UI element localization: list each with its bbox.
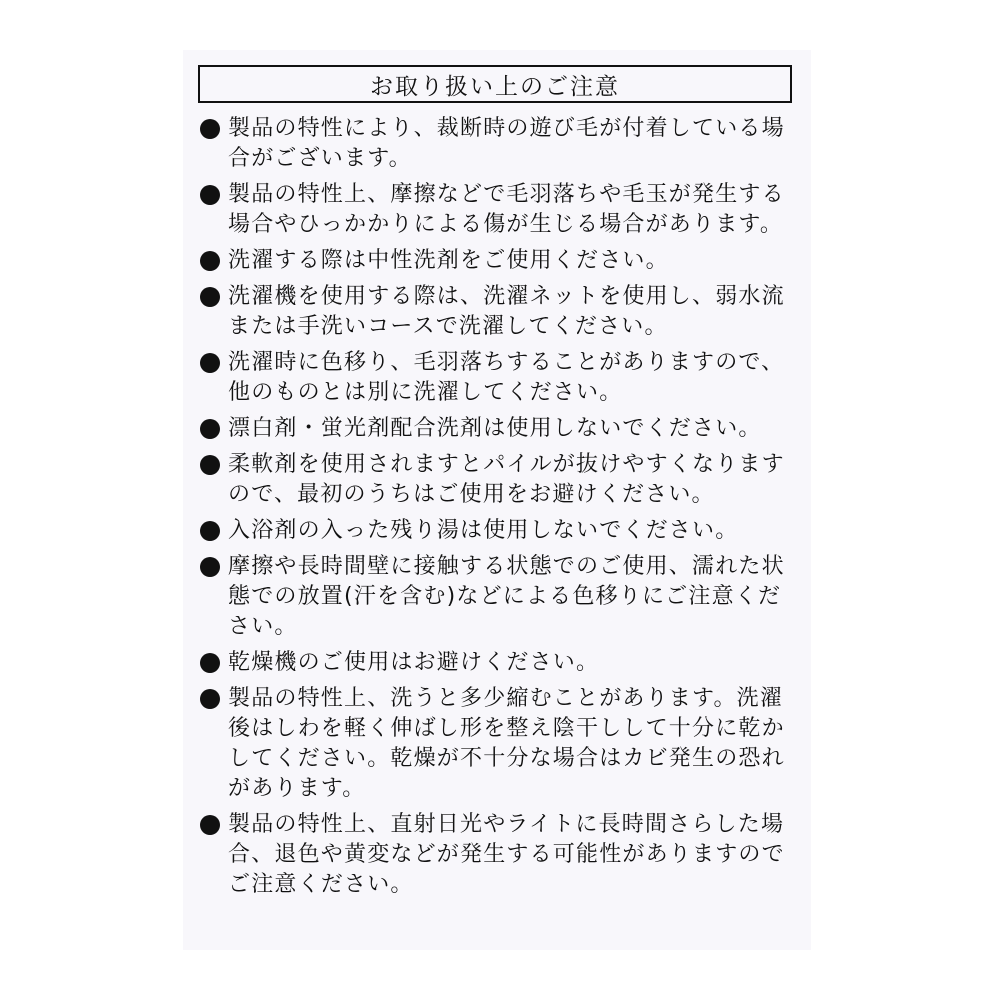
care-note-text: 摩擦や長時間壁に接触する状態でのご使用、濡れた状態での放置(汗を含む)などによる色移りにご注意ください。 [228, 554, 785, 639]
bullet-icon [200, 119, 220, 139]
care-note-text: 製品の特性上、洗うと多少縮むことがあります。洗濯後はしわを軽く伸ばし形を整え陰干しして十分に乾かしてください。乾燥が不十分な場合はカビ発生の恐れがあります。 [228, 686, 785, 801]
bullet-icon [200, 185, 220, 205]
care-note-text: 製品の特性上、直射日光やライトに長時間さらした場合、退色や黄変などが発生する可能性がありますのでご注意ください。 [228, 812, 785, 897]
bullet-icon [200, 557, 220, 577]
care-note [200, 684, 804, 804]
care-note-text: 洗濯機を使用する際は、洗濯ネットを使用し、弱水流または手洗いコースで洗濯してください。 [228, 284, 785, 339]
care-notes-list [200, 114, 804, 906]
bullet-icon [200, 353, 220, 373]
care-note [200, 810, 804, 900]
care-note [200, 114, 804, 174]
care-note [200, 414, 804, 444]
care-note-text: 柔軟剤を使用されますとパイルが抜けやすくなりますので、最初のうちはご使用をお避けください。 [228, 452, 785, 507]
care-note-text: 製品の特性により、裁断時の遊び毛が付着している場合がございます。 [228, 116, 785, 171]
bullet-icon [200, 521, 220, 541]
bullet-icon [200, 251, 220, 271]
care-note [200, 282, 804, 342]
care-note-text: 漂白剤・蛍光剤配合洗剤は使用しないでください。 [228, 416, 762, 441]
care-note [200, 348, 804, 408]
care-note-text: 洗濯時に色移り、毛羽落ちすることがありますので、他のものとは別に洗濯してください。 [228, 350, 785, 405]
care-note [200, 648, 804, 678]
care-note [200, 180, 804, 240]
care-title: お取り扱い上のご注意 [198, 65, 792, 103]
bullet-icon [200, 287, 220, 307]
care-note-text: 製品の特性上、摩擦などで毛羽落ちや毛玉が発生する場合やひっかかりによる傷が生じる場合があります。 [228, 182, 785, 237]
care-note-text: 入浴剤の入った残り湯は使用しないでください。 [228, 518, 739, 543]
bullet-icon [200, 653, 220, 673]
care-note-text: 乾燥機のご使用はお避けください。 [228, 650, 600, 675]
care-note [200, 246, 804, 276]
care-note [200, 516, 804, 546]
bullet-icon [200, 455, 220, 475]
bullet-icon [200, 689, 220, 709]
bullet-icon [200, 419, 220, 439]
care-note [200, 552, 804, 642]
care-note [200, 450, 804, 510]
bullet-icon [200, 815, 220, 835]
care-note-text: 洗濯する際は中性洗剤をご使用ください。 [228, 248, 669, 273]
